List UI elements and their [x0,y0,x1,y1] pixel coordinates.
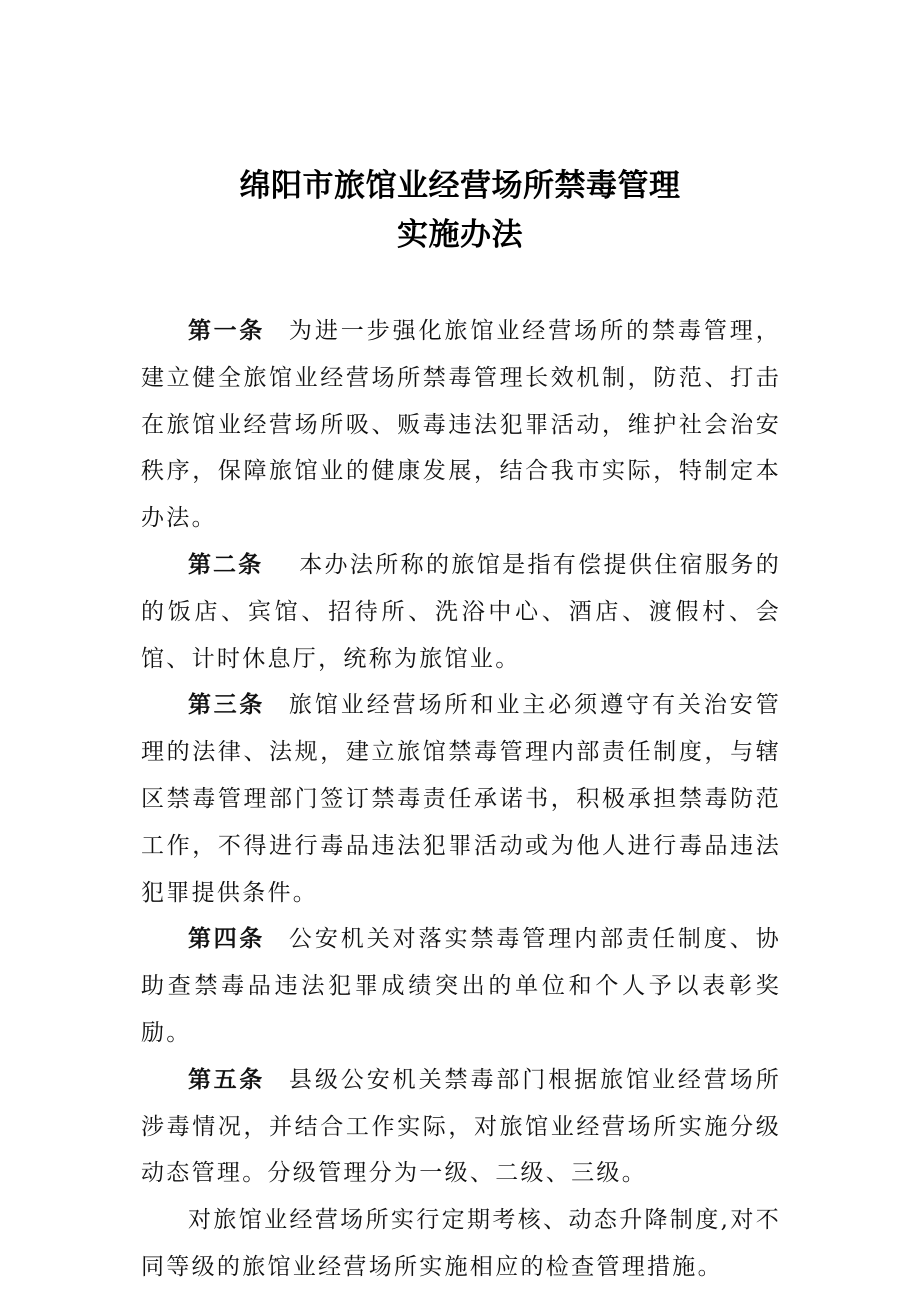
document-title-line-1: 绵阳市旅馆业经营场所禁毒管理 [239,168,681,204]
article-label: 第三条 [188,692,265,719]
article-1 [141,308,781,542]
article-2 [141,542,781,682]
closing-paragraph: 对旅馆业经营场所实行定期考核、动态升降制度,对不同等级的旅馆业经营场所实施相应的检查管理措施。 [141,1207,781,1280]
article-label: 第五条 [188,1066,265,1093]
article-text: 为进一步强化旅馆业经营场所的禁毒管理，建立健全旅馆业经营场所禁毒管理长效机制，防范、打击在旅馆业经营场所吸、贩毒违法犯罪活动，维护社会治安秩序，保障旅馆业的健康发展，结合我市实际，特制定本办法。 [141,318,782,532]
article-5 [141,1057,781,1197]
article-label: 第二条 [188,551,264,578]
article-text: 公安机关对落实禁毒管理内部责任制度、协助查禁毒品违法犯罪成绩突出的单位和个人予以表彰奖励。 [141,926,782,1046]
article-text: 旅馆业经营场所和业主必须遵守有关治安管理的法律、法规，建立旅馆禁毒管理内部责任制度，与辖区禁毒管理部门签订禁毒责任承诺书，积极承担禁毒防范工作，不得进行毒品违法犯罪活动或为他人进行毒品违法犯罪提供条件。 [141,692,782,906]
article-4 [141,916,781,1056]
document-title-line-2: 实施办法 [397,217,523,253]
article-label: 第四条 [188,926,265,953]
article-3 [141,682,781,916]
article-label: 第一条 [188,318,265,344]
document-body [141,308,781,1291]
article-text: 本办法所称的旅馆是指有偿提供住宿服务的的饭店、宾馆、招待所、洗浴中心、酒店、渡假村、会馆、计时休息厅，统称为旅馆业。 [141,551,781,672]
article-text: 县级公安机关禁毒部门根据旅馆业经营场所涉毒情况，并结合工作实际，对旅馆业经营场所实施分级动态管理。分级管理分为一级、二级、三级。 [141,1066,782,1187]
